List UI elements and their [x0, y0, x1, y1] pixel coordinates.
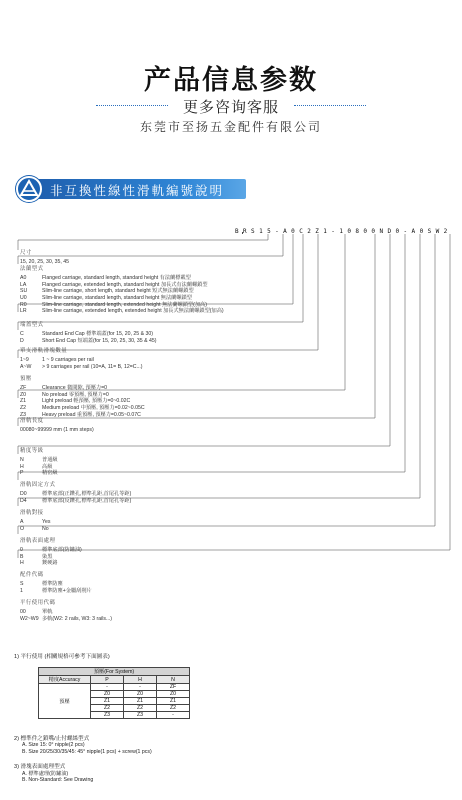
list-item: H 高級 [20, 463, 53, 470]
section-mounting [20, 482, 131, 504]
section-rail-length [20, 418, 94, 434]
section-surface [20, 538, 82, 567]
table-header-cell: N [157, 676, 190, 684]
note-2b: B. Size 20/25/30/35/45: 45° nipple(1 pcs) + screw(1 pcs) [22, 749, 152, 755]
list-item: SU Slim-line carriage, short length, standard height 短式無法蘭螺鎖型 [20, 288, 194, 295]
section-heading: 法蘭型式 [20, 266, 44, 272]
table-cell: ZF [157, 684, 190, 691]
table-header-row [39, 676, 190, 684]
list-item: D0 標準底部(正鑽孔,標準孔距,首尾孔等距) [20, 490, 132, 497]
table-cell: Z1 [91, 698, 124, 705]
preload-system-table [38, 667, 190, 719]
section-heading: 滑軌對接 [20, 510, 44, 516]
list-item: 00 單軌 [20, 608, 53, 615]
list-item: A0 Flanged carriage, standard length, standard height 有法蘭標載型 [20, 274, 191, 281]
list-item: LR Slim-line carriage, extended length, extended height 加長式無法蘭螺鎖型(加高) [20, 308, 224, 315]
table-header-cell: P [91, 676, 124, 684]
company-name: 东莞市至扬五金配件有限公司 [139, 120, 322, 134]
section-heading: 滑軌固定方式 [20, 482, 56, 488]
list-item: B 染黑 [20, 553, 53, 560]
section-parallel-use [20, 600, 112, 622]
section-banner [10, 176, 310, 202]
section-accuracy [20, 448, 58, 477]
table-row-label: 預壓 [39, 684, 91, 719]
section-heading: 單支滑軌滑塊數量 [20, 348, 68, 354]
list-item: 15, 20, 25, 30, 35, 45 [20, 258, 70, 265]
list-item: R0 Slim-line carriage, standard length, extended height 無法蘭螺鎖型(加高) [20, 301, 207, 308]
section-heading: 端蓋型式 [20, 322, 44, 328]
table-cell: - [91, 684, 124, 691]
table-row [39, 684, 190, 691]
page-title: 产品信息参数 [144, 65, 318, 96]
list-item: 00080~99999 mm (1 mm steps) [20, 426, 94, 433]
section-heading: 精度等級 [20, 448, 44, 454]
table-cell: - [157, 712, 190, 719]
list-item: ZF Clearance 微間隙, 預壓力=0 [20, 384, 108, 391]
section-preload [20, 376, 145, 418]
list-item: A~W > 9 carriages per rail (10=A, 11= B, 12=C...) [20, 363, 143, 370]
table-cell: Z1 [124, 698, 157, 705]
section-heading: 平行使用代碼 [20, 600, 56, 606]
banner-title: 非互換性線性滑軌編號說明 [50, 183, 225, 198]
table-cell: Z3 [124, 712, 157, 719]
note-3b: B. Non-Standard: See Drawing [22, 777, 94, 783]
list-item: Z3 Heavy preload 重預壓, 預壓力=0.05~0.07C [20, 411, 141, 418]
section-heading: 滑軌表面處理 [20, 538, 56, 544]
section-heading: 預壓 [20, 376, 32, 382]
table-cell: Z3 [91, 712, 124, 719]
section-carriage-count [20, 348, 143, 370]
note-2a: A. Size 15: 0° nipple(2 pcs) [22, 742, 85, 748]
list-item: W2~W9 多軌(W2: 2 rails, W3: 3 rails...) [20, 615, 113, 622]
list-item: C Standard End Cap 標準端蓋(for 15, 20, 25 & 30) [20, 330, 154, 337]
part-number-code: B R S 1 5 - A 0 C 2 Z 1 - 1 0 8 0 0 N D 0 - A 0 S W 2 [235, 228, 448, 235]
list-item: 0 標準底部(防鏽油) [20, 546, 82, 553]
list-item: Z0 No preload 零預壓, 預壓力=0 [20, 391, 109, 398]
list-item: H 鍍硬鉻 [20, 560, 58, 567]
list-item: D Short End Cap 短端蓋(for 15, 20, 25, 30, 35 & 45) [20, 337, 157, 344]
note-1: 1) 平行使用 (相關規格可參考下面圖表) [14, 654, 110, 660]
list-item: S 標準防塵 [20, 580, 63, 587]
table-header-cell: H [124, 676, 157, 684]
list-item: N 普通級 [20, 456, 58, 463]
list-item: Z1 Light preload 輕預壓, 預壓力=0~0.02C [20, 398, 131, 405]
table-header-cell: 精度Accuracy [39, 676, 91, 684]
list-item: D4 標準底部(反鑽孔,標準孔距,首尾孔等距) [20, 497, 132, 504]
section-heading: 滑軌長度 [20, 418, 44, 424]
table-cell: Z1 [157, 698, 190, 705]
note-3: 3) 滑塊表面處理型式 [14, 764, 66, 770]
table-cell: Z0 [124, 691, 157, 698]
list-item: LA Flanged carriage, extended length, standard height 加長式有法蘭螺鎖型 [20, 281, 208, 288]
list-item: O No [20, 525, 49, 532]
table-caption: 預壓(For System) [39, 668, 190, 676]
note-3a: A. 標準處理(防鏽油) [22, 771, 69, 777]
list-item: 1~9 1 ~ 9 carriages per rail [20, 356, 94, 363]
list-item: 1 標準防塵+金屬刮削片 [20, 587, 92, 594]
list-item: P 精密級 [20, 470, 58, 477]
table-caption-row [39, 668, 190, 676]
section-heading: 尺寸 [20, 250, 32, 256]
section-joint [20, 510, 50, 532]
table-cell: Z2 [124, 705, 157, 712]
table-cell: Z2 [157, 705, 190, 712]
page-subtitle: 更多咨询客服 [182, 98, 279, 116]
brand-logo-icon [16, 176, 42, 202]
section-size [20, 250, 69, 266]
table-cell: Z2 [91, 705, 124, 712]
section-end-cap [20, 322, 156, 344]
list-item: A Yes [20, 518, 51, 525]
table-cell: Z0 [157, 691, 190, 698]
section-accessory [20, 572, 92, 594]
table-cell: - [124, 684, 157, 691]
list-item: Z2 Medium preload 中預壓, 預壓力=0.02~0.05C [20, 404, 145, 411]
table-cell: Z0 [91, 691, 124, 698]
note-2: 2) 標準件之鎖嘴/止付螺絲型式 [14, 736, 90, 742]
section-heading: 配件代碼 [20, 572, 44, 578]
list-item: U0 Slim-line carriage, standard length, standard height 無法蘭螺鎖型 [20, 294, 192, 301]
section-flange [20, 266, 224, 315]
